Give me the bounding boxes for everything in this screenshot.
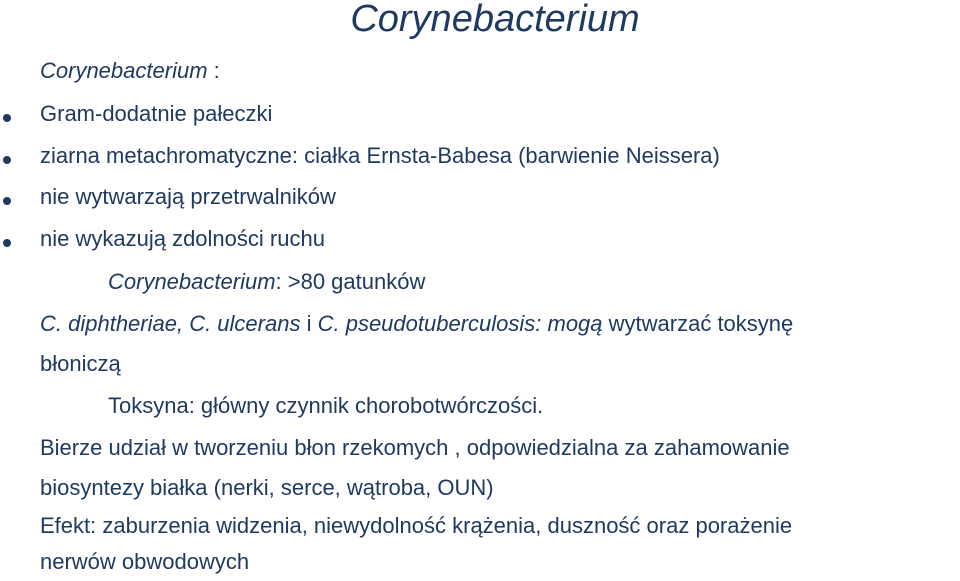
- toxigenic-species-2: C. pseudotuberculosis: mogą: [317, 311, 603, 336]
- intro-genus: Corynebacterium: [40, 58, 208, 83]
- bullet-dot: [3, 239, 11, 247]
- bullet-item: nie wytwarzają przetrwalników: [40, 184, 336, 209]
- species-genus: Corynebacterium: [108, 269, 276, 294]
- toxigenic-tail: wytwarzać toksynę: [602, 311, 794, 336]
- bullet-dot: [3, 114, 11, 122]
- bullet-item: ziarna metachromatyczne: ciałka Ernsta-Babesa (barwienie Neissera): [40, 143, 720, 168]
- toxigenic-conj: i: [300, 311, 318, 336]
- bullet-dot: [3, 197, 11, 205]
- paragraph-2-line-1: Efekt: zaburzenia widzenia, niewydolność krążenia, duszność oraz porażenie: [40, 513, 793, 538]
- species-count-text: : >80 gatunków: [275, 269, 426, 294]
- toxin-note: Toksyna: główny czynnik chorobotwórczości.: [108, 393, 544, 418]
- slide-title: Corynebacterium: [350, 0, 640, 40]
- toxigenic-species-1: C. diphtheriae, C. ulcerans: [40, 311, 301, 336]
- intro-colon: :: [207, 58, 220, 83]
- paragraph-1-line-2: biosyntezy białka (nerki, serce, wątroba, OUN): [40, 475, 494, 500]
- intro-line: [40, 58, 220, 83]
- bullet-dot: [3, 156, 11, 164]
- bullet-item: nie wykazują zdolności ruchu: [40, 226, 325, 251]
- bullet-item: Gram-dodatnie pałeczki: [40, 101, 273, 126]
- species-count-line: [108, 269, 425, 294]
- paragraph-2-line-2: nerwów obwodowych: [40, 549, 250, 574]
- toxigenic-line-2: błoniczą: [40, 351, 121, 376]
- paragraph-1-line-1: Bierze udział w tworzeniu błon rzekomych , odpowiedzialna za zahamowanie: [40, 435, 790, 460]
- toxigenic-line: [40, 311, 793, 336]
